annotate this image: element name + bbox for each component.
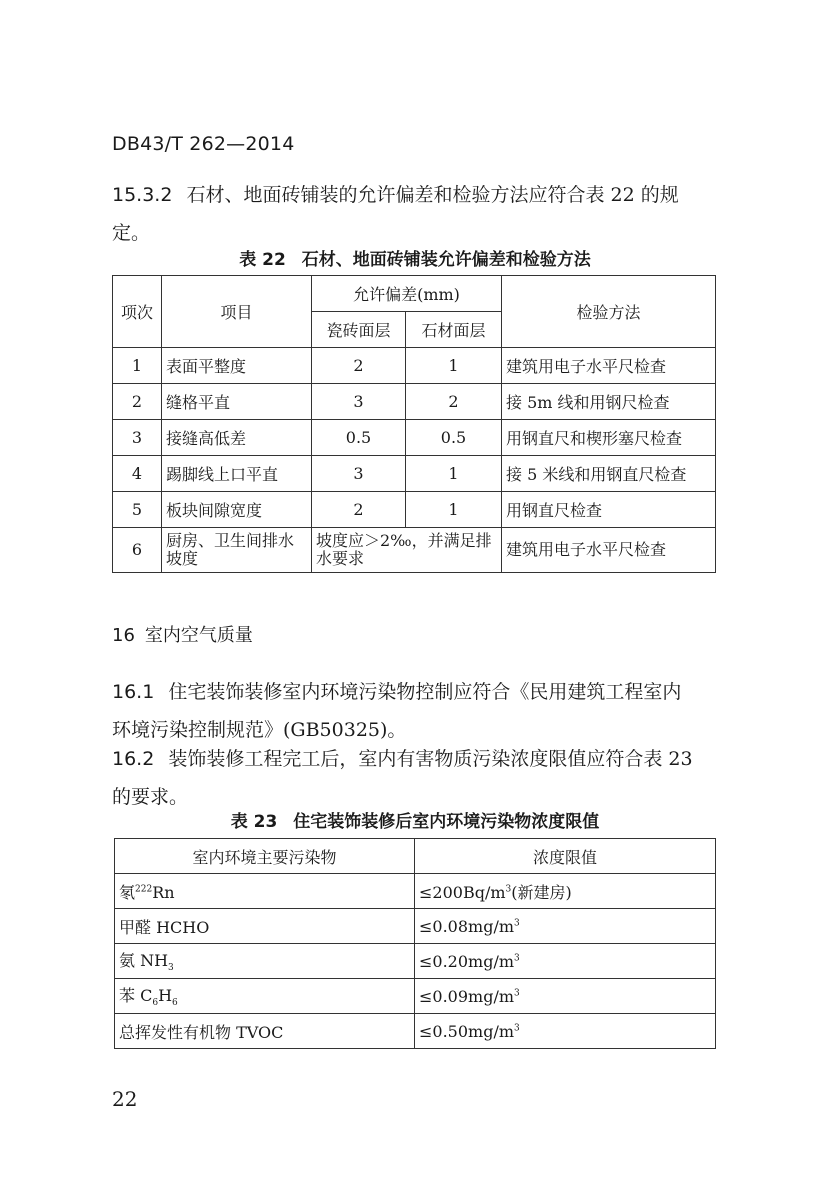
table-row: 4 踢脚线上口平直 3 1 接 5 米线和用钢直尺检查 [113,456,716,492]
header-method: 检验方法 [502,276,716,348]
header-stone: 石材面层 [406,312,502,348]
table-row: 2 缝格平直 3 2 接 5m 线和用钢尺检查 [113,384,716,420]
row6-item: 厨房、卫生间排水 坡度 [162,528,312,573]
table-row: 苯 $C_6H_6$ $\le 0.09mg/m^3$ [115,979,716,1014]
clause-15-3-2 [112,176,718,252]
table22-caption [112,245,718,270]
section-heading: 16 室内空气质量 [112,625,253,646]
header-ceramic: 瓷砖面层 [312,312,406,348]
table23-header-row: 室内环境主要污染物 浓度限值 [115,839,716,874]
table22-caption-number: 表 22 [239,250,286,270]
table-row: 氡$^{222}$Rn $\le 200Bq/m^3$(新建房) [115,874,716,909]
page-number: 22 [112,1087,138,1111]
table-row: 总挥发性有机物 TVOC $\le 0.50mg/m^3$ [115,1014,716,1049]
table-row: 6 厨房、卫生间排水 坡度 坡度应＞2‰，并满足排 水要求 建筑用电子水平尺检查 [113,528,716,573]
clause-text-line2: 定。 [112,222,151,244]
table-row: 3 接缝高低差 0.5 0.5 用钢直尺和楔形塞尺检查 [113,420,716,456]
table-row: 5 板块间隙宽度 2 1 用钢直尺检查 [113,492,716,528]
clause-16-1: 16.1 住宅装饰装修室内环境污染物控制应符合《民用建筑工程室内 环境污染控制规范》(GB50325)。 [112,681,682,741]
header-item-no: 项次 [113,276,162,348]
header-item: 项目 [162,276,312,348]
document-code: DB43/T 262—2014 [112,133,295,155]
clause-text-line1: 石材、地面砖铺装的允许偏差和检验方法应符合表 22 的规 [186,184,679,206]
clause-16-2: 16.2 装饰装修工程完工后，室内有害物质污染浓度限值应符合表 23 的要求。 [112,748,693,808]
row6-merged-tolerance: 坡度应＞2‰，并满足排 水要求 [312,528,502,573]
table22-caption-title: 石材、地面砖铺装允许偏差和检验方法 [301,250,591,270]
table22-header-row [113,276,716,312]
table-row: 氨 $NH_3$ $\le 0.20mg/m^3$ [115,944,716,979]
table-row: 1 表面平整度 2 1 建筑用电子水平尺检查 [113,348,716,384]
header-tolerance: 允许偏差(mm) [312,276,502,312]
table-row: 甲醛 HCHO $\le 0.08mg/m^3$ [115,909,716,944]
clause-number: 15.3.2 [112,184,173,206]
table22 [112,275,716,573]
table23-caption: 表 23 住宅装饰装修后室内环境污染物浓度限值 [230,812,600,832]
table23 [114,838,716,1049]
